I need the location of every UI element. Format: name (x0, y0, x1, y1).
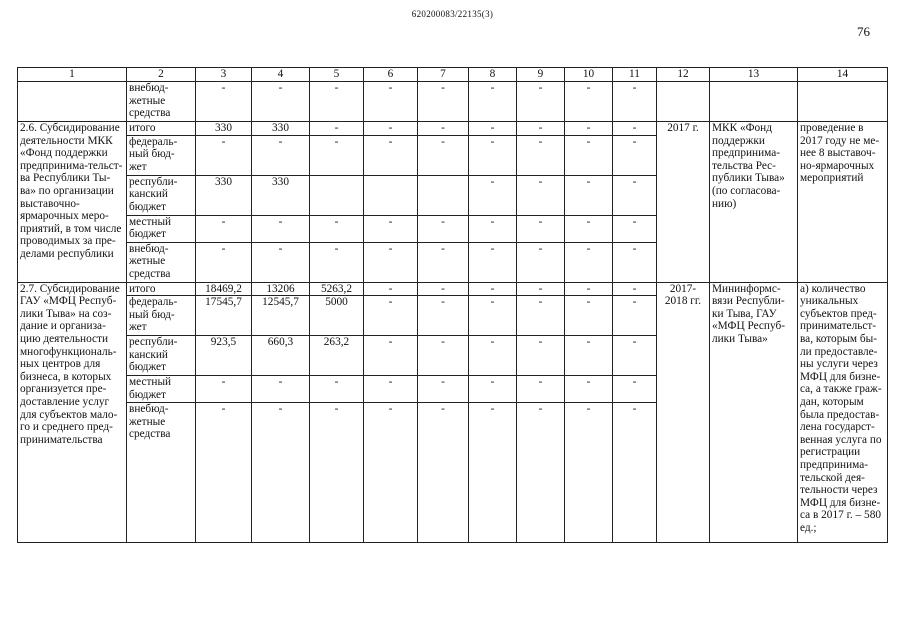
amount-cell: - (469, 82, 517, 122)
amount-cell: - (565, 296, 613, 336)
amount-cell: - (565, 403, 613, 543)
table-body (18, 82, 888, 543)
column-number: 10 (565, 68, 613, 82)
amount-cell: 13206 (252, 282, 310, 296)
amount-cell: - (517, 215, 565, 242)
amount-cell: - (565, 336, 613, 376)
amount-cell: - (310, 242, 364, 282)
funding-source: внебюд- жетные средства (127, 403, 196, 543)
amount-cell: - (469, 175, 517, 215)
amount-cell: - (252, 215, 310, 242)
funding-source: внебюд- жетные средства (127, 82, 196, 122)
amount-cell: 330 (252, 175, 310, 215)
amount-cell: - (418, 336, 469, 376)
measure-name: 2.6. Субсидирование деятельности МКК «Фонд поддержки предпринима-тельст-ва Республики Ты-ва» по организации выставочно-ярмарочных меро-приятий, в том числе проводимых за пре-делами республики (18, 122, 127, 283)
executor-cell (710, 82, 798, 122)
result-cell: а) количество уникальных субъектов пред-принимательст-ва, которым бы-ли предоставле-ны услуги через МФЦ для бизне-са, а также граж-дан, которым была предостав-лена государст-венная услуга по регистрации предпринима-тельской дея-тельности через МФЦ для бизне-са в 2017 г. – 580 ед.; (798, 282, 888, 543)
amount-cell: - (565, 215, 613, 242)
amount-cell: - (565, 282, 613, 296)
amount-cell: 5000 (310, 296, 364, 336)
amount-cell: 330 (252, 122, 310, 136)
amount-cell: - (469, 122, 517, 136)
period-cell (657, 82, 710, 122)
funding-source: федераль- ный бюд- жет (127, 135, 196, 175)
amount-cell: - (196, 403, 252, 543)
amount-cell: - (310, 122, 364, 136)
column-number: 5 (310, 68, 364, 82)
amount-cell: - (418, 242, 469, 282)
amount-cell: - (418, 215, 469, 242)
amount-cell: - (364, 376, 418, 403)
continuation-row (18, 82, 888, 122)
amount-cell: - (364, 135, 418, 175)
amount-cell: - (252, 82, 310, 122)
amount-cell: - (469, 403, 517, 543)
amount-cell: - (613, 82, 657, 122)
amount-cell: - (517, 122, 565, 136)
result-cell (798, 82, 888, 122)
amount-cell: - (364, 282, 418, 296)
amount-cell: - (565, 376, 613, 403)
amount-cell: - (418, 135, 469, 175)
amount-cell: - (613, 242, 657, 282)
amount-cell: 330 (196, 175, 252, 215)
amount-cell (310, 175, 364, 215)
column-number: 2 (127, 68, 196, 82)
amount-cell: - (364, 336, 418, 376)
amount-cell: - (364, 82, 418, 122)
executor-cell: Мининформс-вязи Республи-ки Тыва, ГАУ «МФЦ Респуб-лики Тыва» (710, 282, 798, 543)
measure-name-cell (18, 82, 127, 122)
amount-cell: - (469, 282, 517, 296)
column-number: 6 (364, 68, 418, 82)
amount-cell: - (517, 296, 565, 336)
amount-cell (418, 175, 469, 215)
funding-source: итого (127, 122, 196, 136)
funding-source: республи- канский бюджет (127, 175, 196, 215)
amount-cell: - (469, 242, 517, 282)
column-number: 1 (18, 68, 127, 82)
amount-cell: - (196, 135, 252, 175)
amount-cell: - (310, 82, 364, 122)
column-number: 3 (196, 68, 252, 82)
column-number: 11 (613, 68, 657, 82)
amount-cell: 17545,7 (196, 296, 252, 336)
amount-cell: - (252, 403, 310, 543)
amount-cell: - (613, 336, 657, 376)
amount-cell: 330 (196, 122, 252, 136)
amount-cell: - (469, 135, 517, 175)
amount-cell: 18469,2 (196, 282, 252, 296)
amount-cell: - (252, 242, 310, 282)
amount-cell: - (310, 376, 364, 403)
period-cell: 2017- 2018 гг. (657, 282, 710, 543)
amount-cell: - (613, 296, 657, 336)
amount-cell: - (469, 336, 517, 376)
amount-cell: - (517, 82, 565, 122)
amount-cell: - (418, 403, 469, 543)
amount-cell: - (252, 376, 310, 403)
amount-cell: - (517, 282, 565, 296)
column-number: 9 (517, 68, 565, 82)
amount-cell: - (613, 376, 657, 403)
amount-cell: - (418, 282, 469, 296)
column-number: 14 (798, 68, 888, 82)
column-number: 12 (657, 68, 710, 82)
amount-cell: - (565, 242, 613, 282)
amount-cell: - (565, 122, 613, 136)
table-row (18, 122, 888, 136)
amount-cell: - (310, 135, 364, 175)
amount-cell: - (196, 82, 252, 122)
amount-cell: - (364, 296, 418, 336)
funding-source: итого (127, 282, 196, 296)
amount-cell: - (517, 403, 565, 543)
amount-cell: - (613, 215, 657, 242)
amount-cell: - (469, 215, 517, 242)
amount-cell: - (517, 175, 565, 215)
measure-name: 2.7. Субсидирование ГАУ «МФЦ Респуб-лики Тыва» на соз-дание и организа-цию деятельности многофункциональ-ных центров для бизнеса, в которых организуется пре-доставление услуг для субъектов мало-го и среднего пред-принимательства (18, 282, 127, 543)
amount-cell: 263,2 (310, 336, 364, 376)
amount-cell: - (613, 135, 657, 175)
funding-source: местный бюджет (127, 376, 196, 403)
amount-cell: - (364, 215, 418, 242)
amount-cell: - (469, 296, 517, 336)
executor-cell: МКК «Фонд поддержки предпринима-тельства Рес-публики Тыва» (по согласова-нию) (710, 122, 798, 283)
period-cell: 2017 г. (657, 122, 710, 283)
document-id: 620200083/22135(3) (411, 9, 494, 19)
column-number-row (18, 68, 888, 82)
column-number: 8 (469, 68, 517, 82)
amount-cell: 5263,2 (310, 282, 364, 296)
amount-cell: - (565, 175, 613, 215)
amount-cell: - (418, 376, 469, 403)
amount-cell: - (517, 135, 565, 175)
amount-cell: 923,5 (196, 336, 252, 376)
column-number: 4 (252, 68, 310, 82)
amount-cell: - (196, 215, 252, 242)
amount-cell: - (517, 336, 565, 376)
amount-cell: - (469, 376, 517, 403)
funding-source: федераль- ный бюд- жет (127, 296, 196, 336)
amount-cell: - (418, 122, 469, 136)
column-number: 7 (418, 68, 469, 82)
amount-cell: - (565, 135, 613, 175)
amount-cell: - (565, 82, 613, 122)
amount-cell: - (517, 242, 565, 282)
program-table (17, 67, 888, 543)
amount-cell: - (364, 122, 418, 136)
amount-cell: - (364, 403, 418, 543)
amount-cell: 12545,7 (252, 296, 310, 336)
amount-cell: - (196, 242, 252, 282)
amount-cell: - (196, 376, 252, 403)
funding-source: внебюд- жетные средства (127, 242, 196, 282)
amount-cell: 660,3 (252, 336, 310, 376)
amount-cell: - (613, 175, 657, 215)
amount-cell: - (364, 242, 418, 282)
column-number: 13 (710, 68, 798, 82)
amount-cell: - (418, 82, 469, 122)
amount-cell: - (310, 215, 364, 242)
amount-cell: - (613, 122, 657, 136)
amount-cell: - (613, 282, 657, 296)
funding-source: республи- канский бюджет (127, 336, 196, 376)
result-cell: проведение в 2017 году не ме-нее 8 выставоч-но-ярмарочных мероприятий (798, 122, 888, 283)
funding-source: местный бюджет (127, 215, 196, 242)
amount-cell: - (252, 135, 310, 175)
table-row (18, 282, 888, 296)
amount-cell: - (613, 403, 657, 543)
amount-cell: - (310, 403, 364, 543)
amount-cell: - (517, 376, 565, 403)
amount-cell: - (418, 296, 469, 336)
page-number: 76 (857, 24, 870, 39)
amount-cell (364, 175, 418, 215)
